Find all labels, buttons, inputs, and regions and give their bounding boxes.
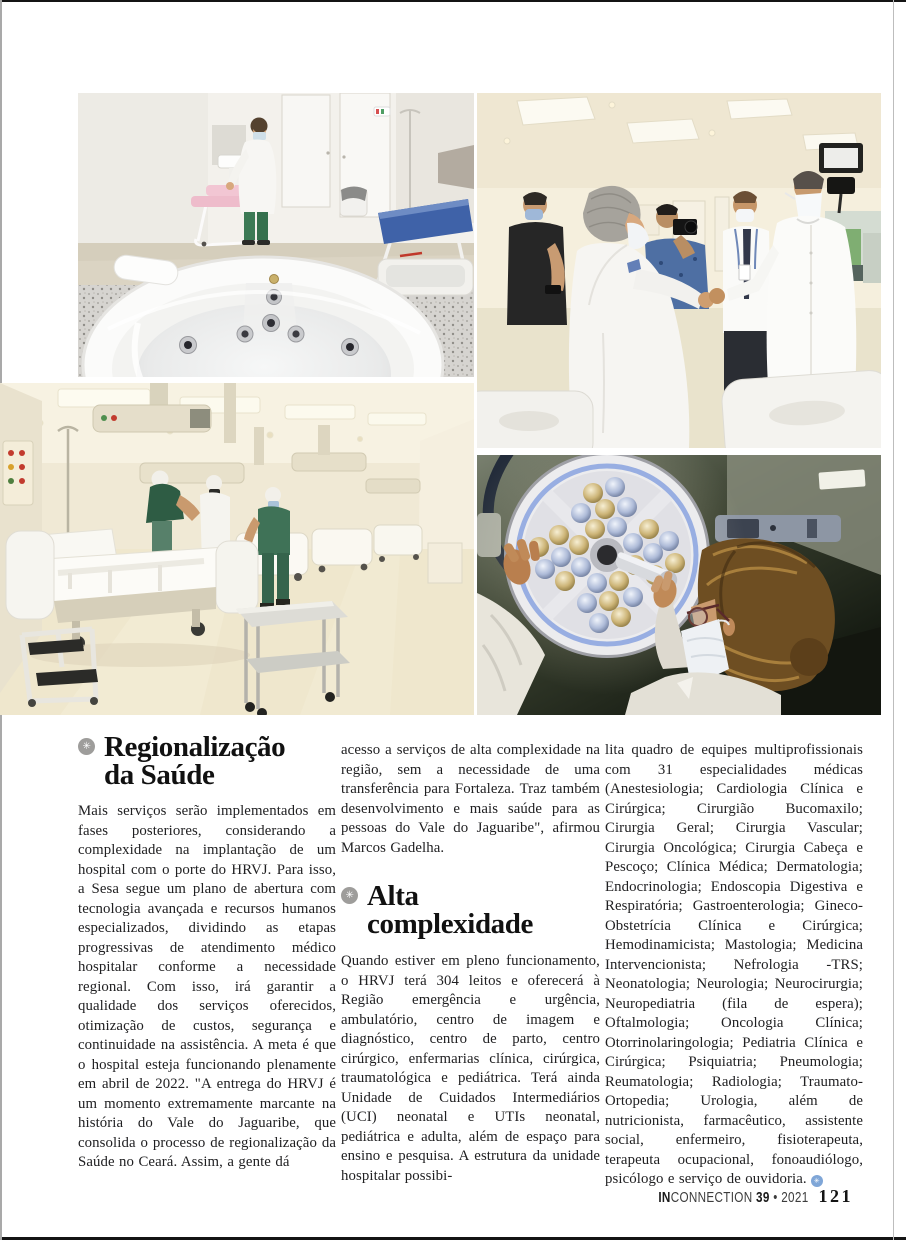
- photo-ward: [0, 383, 474, 715]
- section-title-regionalizacao: [78, 733, 336, 789]
- page-top-rule: [0, 0, 906, 2]
- section-title-text: Regionalização da Saúde: [104, 731, 286, 791]
- photo-maternity-room: [78, 93, 474, 377]
- paragraph: Quando estiver em pleno funcionamento, o HRVJ terá 304 leitos e oferecerá à Região emergência e urgência, ambulatório, centro de imagem e diagnóstico, centro de parto, centro cirúrgico, enfermarias clínica, cirúrgica, traumatológica e pediátrica. Terá ainda Unidade de Cuidados Intermediários (UCI) neonatal e UTIs neonatal, pediátrica e adulta, além de espaço para ensino e pesquisa. A estrutura da unidade hospitalar possibi-: [341, 953, 600, 1184]
- article-column-3: [605, 733, 863, 1190]
- page-number: 121: [818, 1186, 853, 1206]
- article-column-1: [78, 733, 336, 1173]
- section-marker-icon: ✳: [78, 738, 95, 755]
- article-column-2: [341, 733, 600, 1186]
- page-right-rule: [893, 0, 894, 1240]
- section-title-text: Alta complexidade: [367, 880, 533, 940]
- photo-handshake: [477, 93, 881, 448]
- paragraph: acesso a serviços de alta complexidade na região, sem a necessidade de uma transferência para Fortaleza. Traz também desenvolvimento e mais saúde para as pessoas do Vale do Jaguaribe", afirmou Marcos Gadelha.: [341, 742, 600, 856]
- section-marker-icon: ✳: [341, 887, 358, 904]
- magazine-name: INCONNECTION 39 • 2021: [658, 1189, 809, 1206]
- paragraph: lita quadro de equipes multiprofissionais com 31 especialidades médicas (Anestesiologia; Cardiologia Clínica e Cirúrgica; Cirurgião Bucomaxilo; Cirurgia Geral; Cirurgia Vascular; Cirurgia Oncológica; Cirurgia Cabeça e Pescoço; Clínica Médica; Dermatologia; Endocrinologia; Endoscopia Digestiva e Respiratória; Gastroenterologia; Gineco-Obstetrícia Clínica e Cirúrgica; Hemodinamicista; Mastologia; Medicina Intervencionista; Nefrologia -TRS; Neonatologia; Neurologia; Neurocirurgia; Neuropediatria (fila de espera); Oftalmologia; Oncologia Clínica; Otorrinolaringologia; Pediatria Clínica e Cirúrgica; Psiquiatria; Pneumologia; Reumatologia; Radiologia; Traumato-Ortopedia; Urologia, além de nutricionista, farmacêutico, assistente social, enfermeiro, fisioterapeuta, terapeuta ocupacional, fonoaudiólogo, psicólogo e serviço de ouvidoria. ✳: [605, 742, 863, 1187]
- paragraph: Mais serviços serão implementados em fases posteriores, considerando a complexidade na implantação de um hospital com o porte do HRVJ. Para isso, a Sesa segue um plano de abertura com tecnologia avançada e recursos humanos especializados, dividindo as etapas progressivas de atendimento médico hospitalar conforme a necessidade regional. Com isso, irá garantir a qualidade dos serviços oferecidos, otimização de custos, segurança e continuidade na assistência. A meta é que o hospital esteja funcionando plenamente em abril de 2022. "A entrega do HRVJ é um momento extremamente marcante na história do Vale do Jaguaribe, que consolida o processo de regionalização da Saúde no Ceará. Assim, a gente dá: [78, 803, 336, 1170]
- waste-bin: [340, 187, 367, 217]
- end-of-article-icon: ✳: [811, 1175, 823, 1187]
- photo-surgical-light: [477, 455, 881, 715]
- footer: [616, 1186, 853, 1207]
- section-title-alta-complexidade: [341, 882, 600, 938]
